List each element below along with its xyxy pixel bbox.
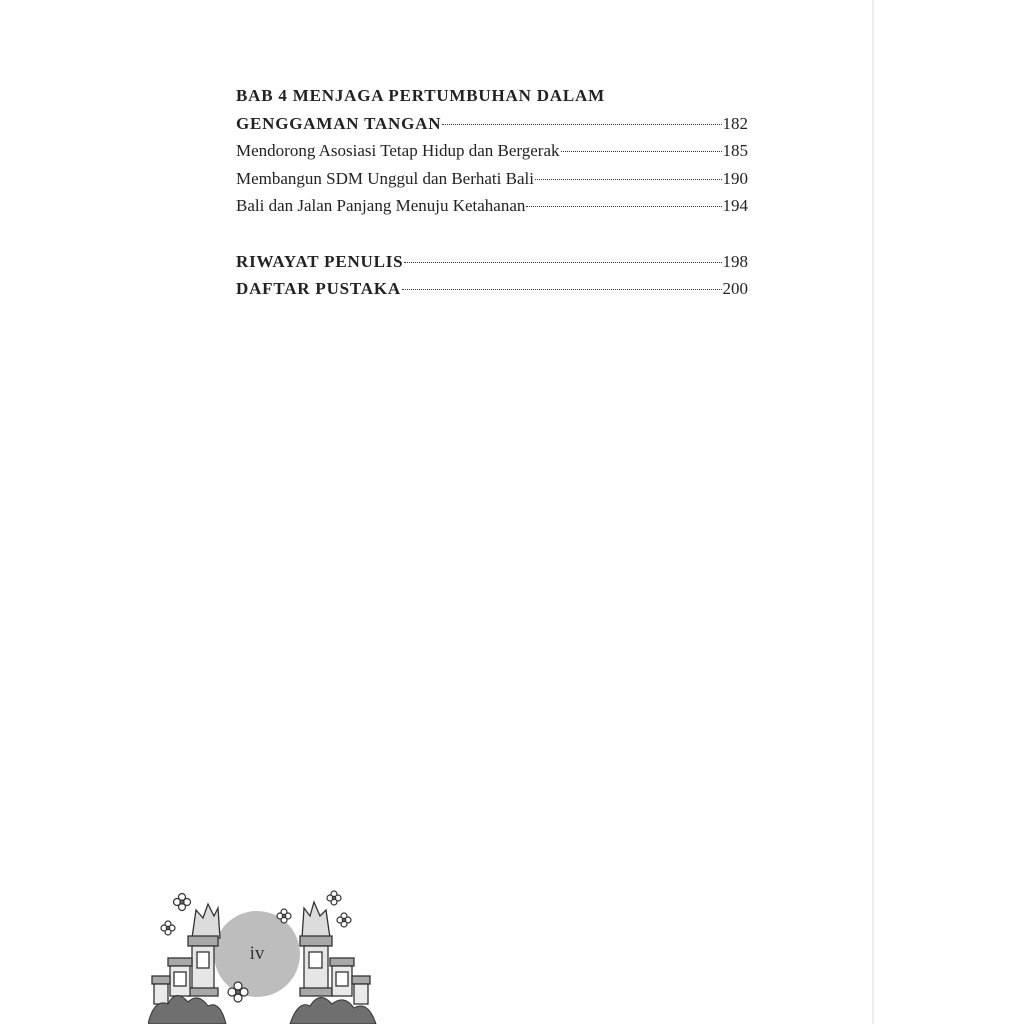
toc-page-number: 200 <box>722 279 748 298</box>
toc-entry-section[interactable] <box>236 137 748 165</box>
dot-leader <box>526 206 721 207</box>
dot-leader <box>442 124 721 125</box>
dot-leader <box>402 289 722 290</box>
table-of-contents <box>236 82 748 303</box>
toc-entry-section[interactable] <box>236 165 748 193</box>
toc-section-title: Bali dan Jalan Panjang Menuju Ketahanan <box>236 196 526 215</box>
toc-spacer <box>236 220 748 248</box>
toc-backmatter-title: RIWAYAT PENULIS <box>236 251 404 271</box>
page-number: iv <box>249 943 265 964</box>
toc-entry-daftar-pustaka[interactable] <box>236 275 748 303</box>
dot-leader <box>404 262 721 263</box>
toc-backmatter-title: DAFTAR PUSTAKA <box>236 279 401 298</box>
toc-page-number: 190 <box>722 168 748 188</box>
toc-chapter-4-heading-line1 <box>236 82 748 110</box>
dot-leader <box>535 179 722 180</box>
viewer-margin <box>874 0 1024 1024</box>
toc-page-number: 182 <box>722 113 748 133</box>
toc-entry-riwayat-penulis[interactable] <box>236 248 748 276</box>
toc-entry-chapter-4[interactable] <box>236 110 748 138</box>
toc-chapter-4-title-line1: BAB 4 MENJAGA PERTUMBUHAN DALAM <box>236 86 605 105</box>
toc-section-title: Membangun SDM Unggul dan Berhati Bali <box>236 168 534 188</box>
toc-chapter-4-title-line2: GENGGAMAN TANGAN <box>236 113 442 133</box>
toc-page-number: 194 <box>722 196 748 215</box>
toc-page-number: 198 <box>722 251 748 271</box>
toc-section-title: Mendorong Asosiasi Tetap Hidup dan Bergerak <box>236 141 560 160</box>
dot-leader <box>561 151 722 152</box>
toc-page-number: 185 <box>722 141 748 160</box>
toc-entry-section[interactable] <box>236 192 748 220</box>
